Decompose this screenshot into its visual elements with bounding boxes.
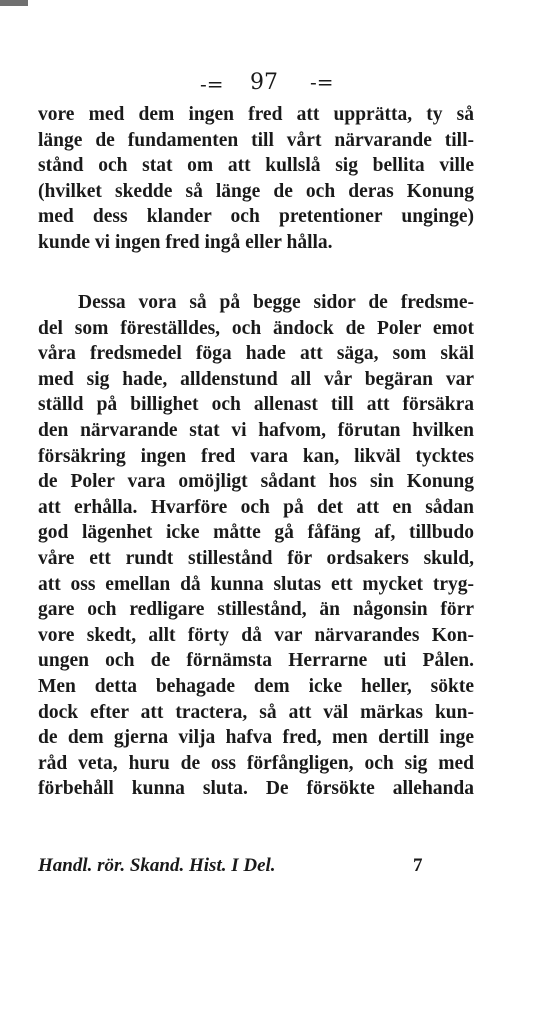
text-line: god lägenhet icke måtte gå fåfäng af, tillbudo: [38, 522, 474, 544]
text-line: att erhålla. Hvarföre och på det att en sådan: [38, 496, 474, 518]
text-line: ställd på billighet och allenast till att försäkra: [38, 394, 474, 416]
signature-number: 7: [413, 855, 423, 876]
signature-line: [38, 855, 474, 885]
text-line: den närvarande stat vi hafvom, förutan hvilken: [38, 419, 474, 441]
page-number: 97: [250, 70, 278, 95]
text-line: vore skedt, allt förty då var närvarandes Kon-: [38, 624, 474, 646]
text-line: del som föreställdes, och ändock de Poler emot: [38, 317, 474, 339]
header-ornament-left: -=: [200, 72, 224, 96]
signature-text: Handl. rör. Skand. Hist. I Del.: [38, 855, 276, 876]
text-line: länge de fundamenten till vårt närvarande till-: [38, 129, 474, 151]
text-line: råd veta, huru de oss förfångligen, och sig med: [38, 752, 474, 774]
text-line: våre ett rundt stillestånd för ordsakers skuld,: [38, 547, 474, 569]
text-line: (hvilket skedde så länge de och deras Konung: [38, 180, 474, 202]
header-ornament-right: -=: [310, 70, 334, 94]
text-line: våra fredsmedel föga hade att säga, som skäl: [38, 343, 474, 365]
text-line: gare och redligare stillestånd, än någonsin förr: [38, 599, 474, 621]
text-line: att oss emellan då kunna slutas ett mycket tryg-: [38, 573, 474, 595]
paragraph-1: [38, 102, 474, 256]
text-line: Men detta behagade dem icke heller, sökte: [38, 675, 474, 697]
text-line: ungen och de förnämsta Herrarne uti Pålen.: [38, 650, 474, 672]
text-line: de dem gjerna vilja hafva fred, men dertill inge: [38, 727, 474, 749]
text-line: dock efter att tractera, så att väl märkas kun-: [38, 701, 474, 723]
text-line: Dessa vora så på begge sidor de fredsme-: [78, 292, 474, 313]
text-line: med dess klander och pretentioner unginge): [38, 206, 474, 228]
text-line: stånd och stat om att kullslå sig bellita ville: [38, 155, 474, 177]
text-line: försäkring ingen fred vara kan, likväl tycktes: [38, 445, 474, 467]
text-line: kunde vi ingen fred ingå eller hålla.: [38, 231, 333, 253]
scan-artifact: [0, 0, 28, 6]
page-header: [0, 62, 560, 102]
text-line: de Poler vara omöjligt sådant hos sin Konung: [38, 471, 474, 493]
text-line: vore med dem ingen fred att upprätta, ty så: [38, 104, 474, 125]
text-line: med sig hade, alldenstund all vår begäran var: [38, 368, 474, 390]
text-line: förbehåll kunna sluta. De försökte allehanda: [38, 778, 474, 800]
paragraph-2: [38, 290, 474, 802]
